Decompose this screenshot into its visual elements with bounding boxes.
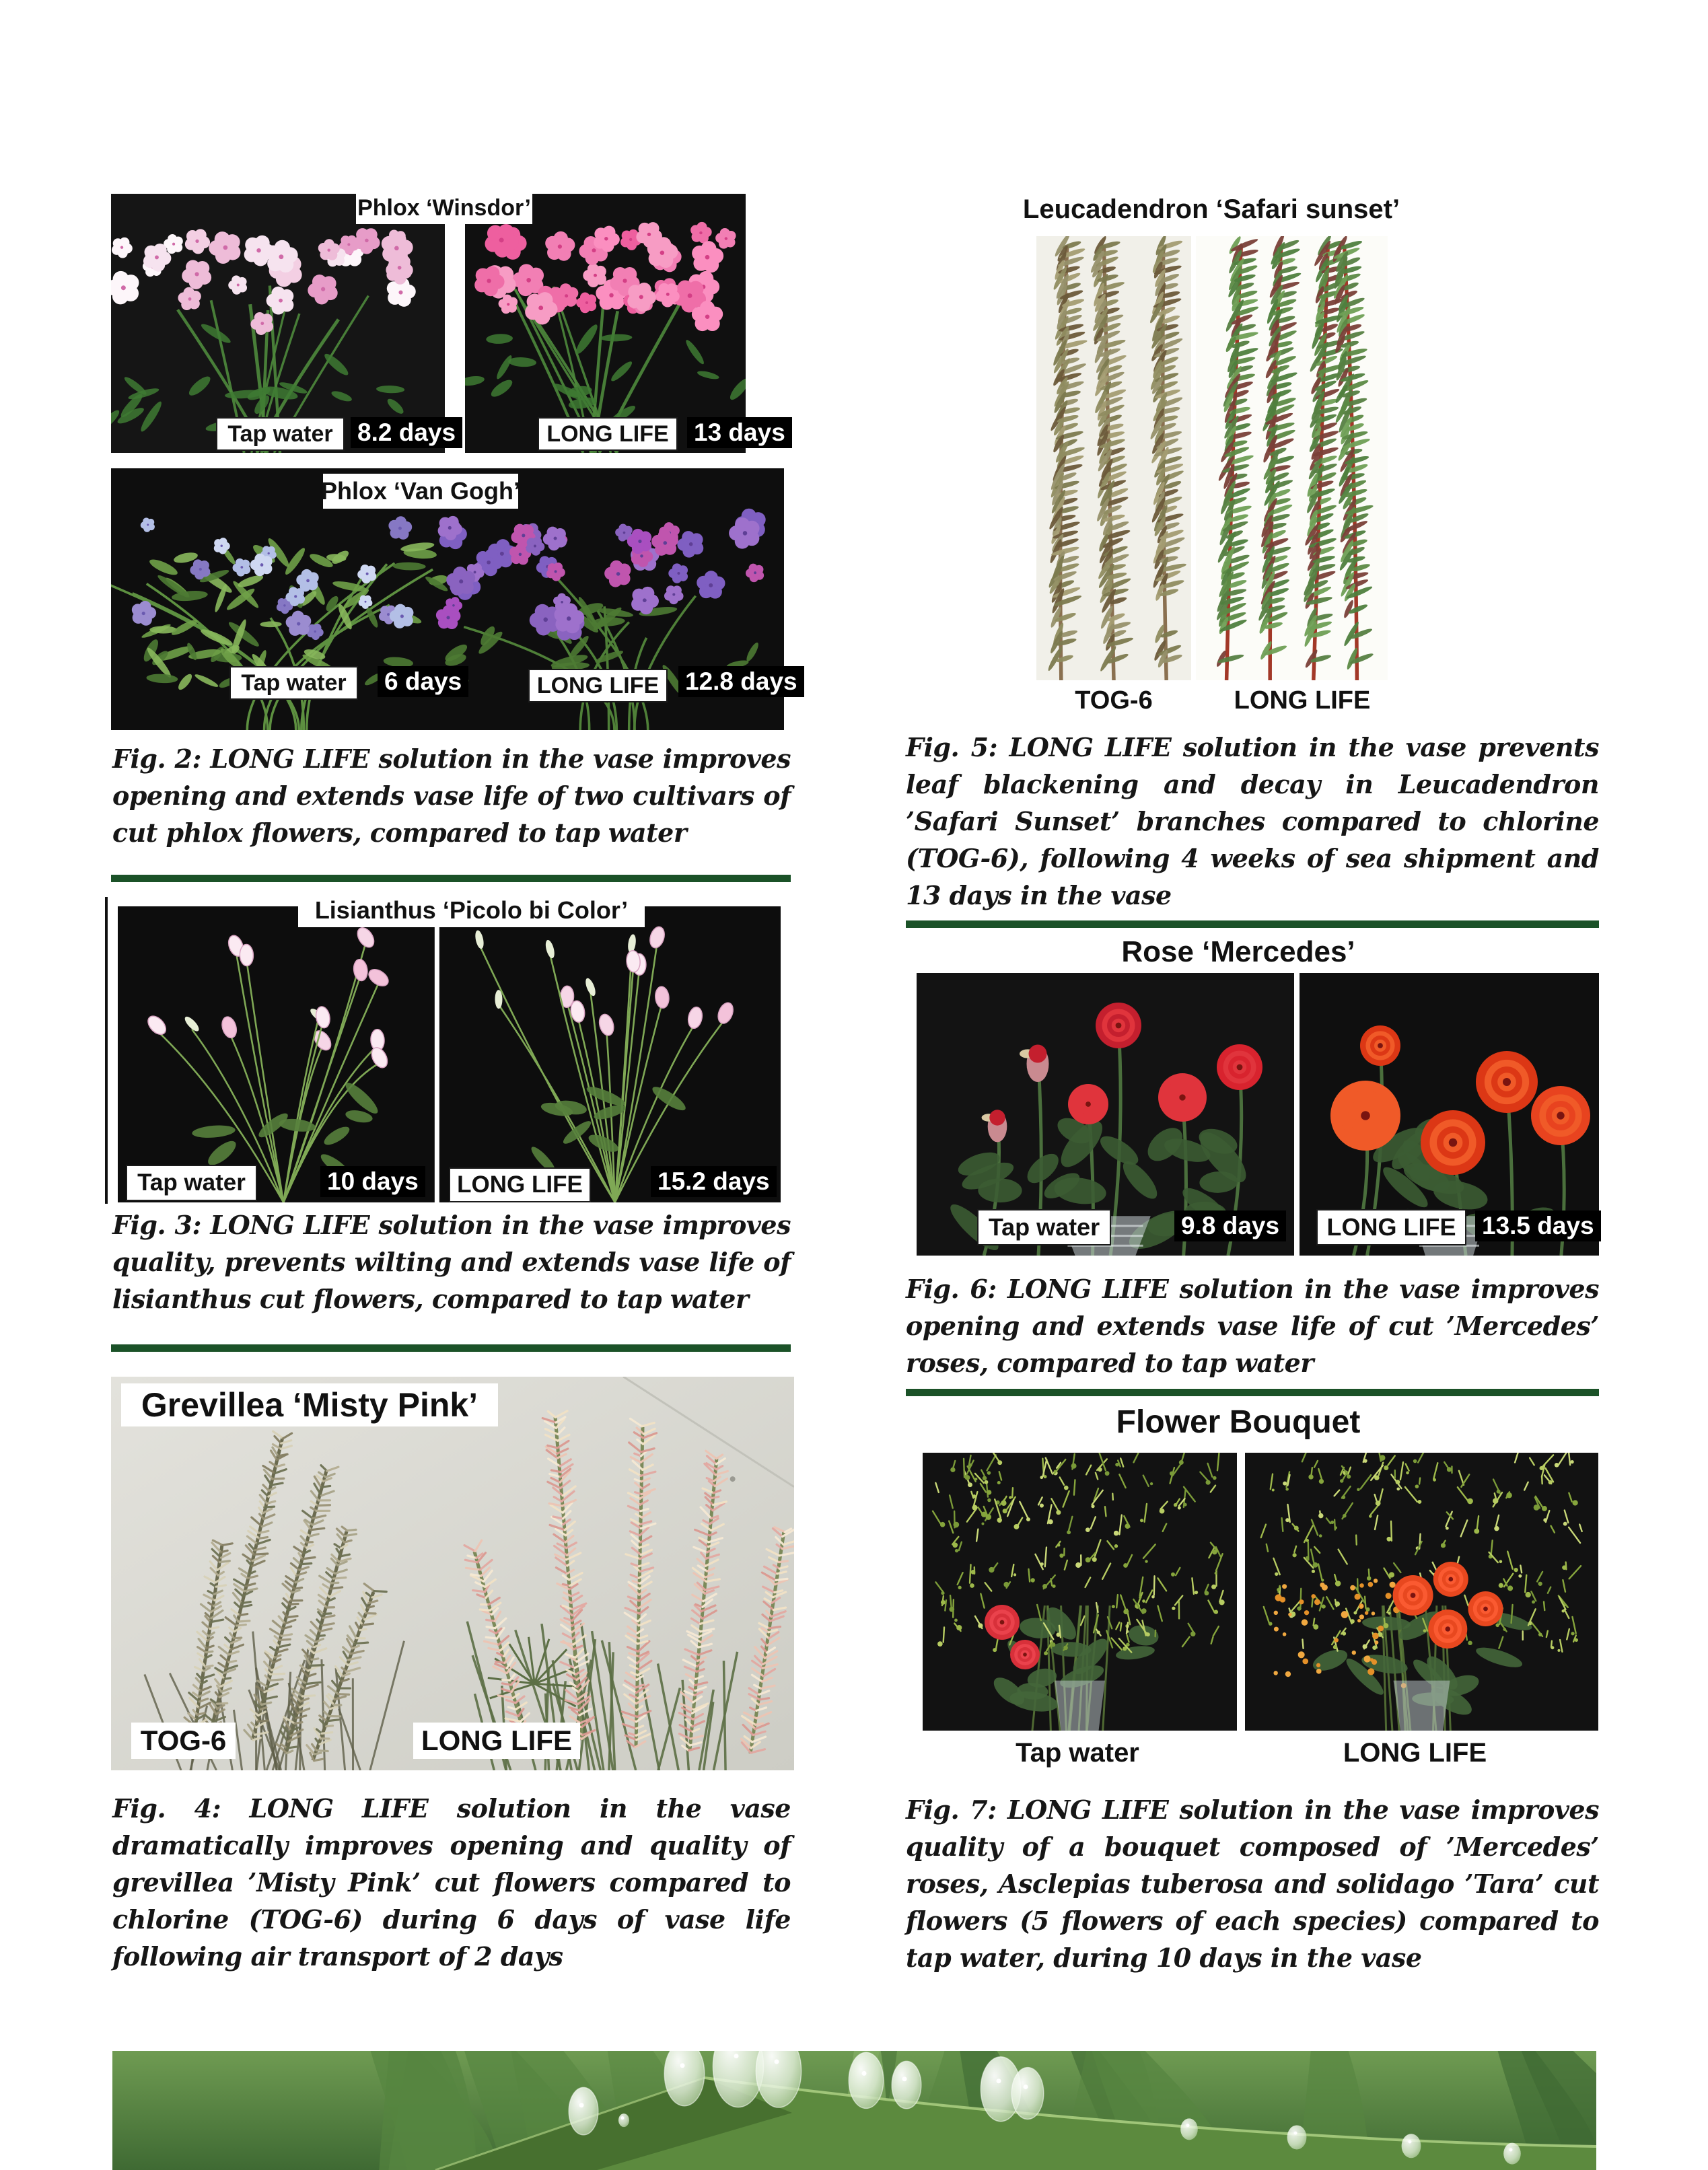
- days-text: 8.2 days: [357, 419, 456, 446]
- title-text: Phlox ‘Van Gogh’: [320, 477, 521, 505]
- label-long-life: [413, 1723, 580, 1759]
- days-value: [687, 417, 792, 448]
- label-text: TOG-6: [140, 1725, 227, 1756]
- photo-phlox-winsdor-tap: [111, 194, 456, 453]
- divider-rule: [111, 1344, 791, 1352]
- label-tap-water: Tap water: [1016, 1738, 1139, 1768]
- label-text: LONG LIFE: [1326, 1213, 1456, 1241]
- caption-fig7: Fig. 7: LONG LIFE solution in the vase improves quality of a bouquet composed of ’Mercedes’ roses, Asclepias tuberosa and solidago ’Tara’ cut flowers (5 flowers of each species) compared to tap water, during 10 days in the vase: [906, 1795, 1599, 1973]
- title-text: Lisianthus ‘Picolo bi Color’: [314, 896, 629, 924]
- divider-rule: [111, 875, 791, 882]
- caption-fig5: Fig. 5: LONG LIFE solution in the vase prevents leaf blackening and decay in Leucadendron ’Safari Sunset’ branches compared to chlorine (TOG-6), following 4 weeks of sea shipment and 13 days in the vase: [906, 732, 1599, 910]
- divider-rule: [906, 920, 1599, 928]
- days-value: [351, 417, 462, 448]
- figure-title-grevillea: [121, 1383, 498, 1426]
- label-text: Tap water: [137, 1169, 246, 1196]
- label-text: Tap water: [988, 1213, 1100, 1241]
- days-value: [320, 1166, 425, 1197]
- days-value: [378, 666, 468, 697]
- label-long-life: LONG LIFE: [1234, 686, 1371, 715]
- days-text: 13 days: [694, 419, 785, 446]
- photo-lisianthus: [118, 896, 781, 1202]
- photo-bouquet-longlife: [1245, 1453, 1598, 1731]
- label-tap-water: [216, 417, 345, 451]
- label-long-life: [528, 669, 668, 702]
- label-text: Tap water: [241, 670, 347, 696]
- days-text: 12.8 days: [685, 667, 797, 695]
- label-long-life: [538, 417, 678, 451]
- caption-fig4: Fig. 4: LONG LIFE solution in the vase dramatically improves opening and quality of grevillea ’Misty Pink’ cut flowers compared to chlorine (TOG-6) during 6 days of vase life following air transport of 2 days: [112, 1793, 791, 1972]
- label-long-life: [449, 1167, 591, 1202]
- days-value: [678, 666, 804, 697]
- photo-leucadendron-longlife: [1196, 236, 1388, 680]
- days-text: 9.8 days: [1181, 1212, 1280, 1239]
- days-value: [651, 1166, 777, 1197]
- label-tap-water: [977, 1209, 1111, 1245]
- days-text: 13.5 days: [1482, 1212, 1594, 1239]
- label-tog6: [131, 1723, 236, 1759]
- label-tap-water: [126, 1165, 257, 1201]
- days-value: [1174, 1210, 1286, 1241]
- figure-title-phlox-winsdor: [356, 192, 532, 224]
- label-tog6: TOG-6: [1075, 686, 1153, 715]
- days-text: 10 days: [327, 1167, 419, 1195]
- label-long-life: LONG LIFE: [1343, 1738, 1487, 1768]
- photo-rose-tap: [917, 973, 1294, 1256]
- photo-phlox-vangogh: [111, 468, 797, 730]
- days-text: 6 days: [384, 667, 462, 695]
- label-long-life: [1316, 1209, 1466, 1245]
- photo-phlox-winsdor-longlife: [465, 194, 785, 453]
- figure-title-flower-bouquet: Flower Bouquet: [1116, 1404, 1361, 1440]
- title-text: Phlox ‘Winsdor’: [357, 194, 531, 221]
- label-text: LONG LIFE: [536, 672, 660, 698]
- figure-left-rule: [105, 897, 108, 1204]
- figure-title-rose-mercedes: Rose ‘Mercedes’: [1121, 935, 1355, 968]
- divider-rule: [906, 1389, 1599, 1396]
- figure-title-leucadendron: Leucadendron ‘Safari sunset’: [1022, 194, 1400, 224]
- photo-rose-longlife: [1300, 973, 1599, 1256]
- photo-bouquet-tap: [923, 1453, 1237, 1731]
- caption-fig3: Fig. 3: LONG LIFE solution in the vase improves quality, prevents wilting and extends vase life of lisianthus cut flowers, compared to tap water: [112, 1210, 791, 1314]
- photo-grevillea: [111, 1377, 794, 1770]
- figure-title-phlox-vangogh: [320, 474, 521, 509]
- caption-fig6: Fig. 6: LONG LIFE solution in the vase improves opening and extends vase life of cut ’Mercedes’ roses, compared to tap water: [906, 1274, 1599, 1378]
- photo-leucadendron-tog6: [1036, 236, 1191, 680]
- label-text: LONG LIFE: [457, 1171, 583, 1198]
- label-text: Tap water: [227, 421, 333, 447]
- footer-grass-photo: [112, 2051, 1596, 2170]
- figure-title-lisianthus: [298, 894, 645, 927]
- days-text: 15.2 days: [657, 1167, 770, 1195]
- caption-fig2: Fig. 2: LONG LIFE solution in the vase improves opening and extends vase life of two cultivars of cut phlox flowers, compared to tap water: [112, 744, 791, 848]
- label-text: LONG LIFE: [421, 1725, 572, 1756]
- label-tap-water: [229, 666, 358, 700]
- title-text: Grevillea ‘Misty Pink’: [141, 1386, 478, 1424]
- days-value: [1475, 1210, 1601, 1241]
- label-text: LONG LIFE: [546, 421, 669, 447]
